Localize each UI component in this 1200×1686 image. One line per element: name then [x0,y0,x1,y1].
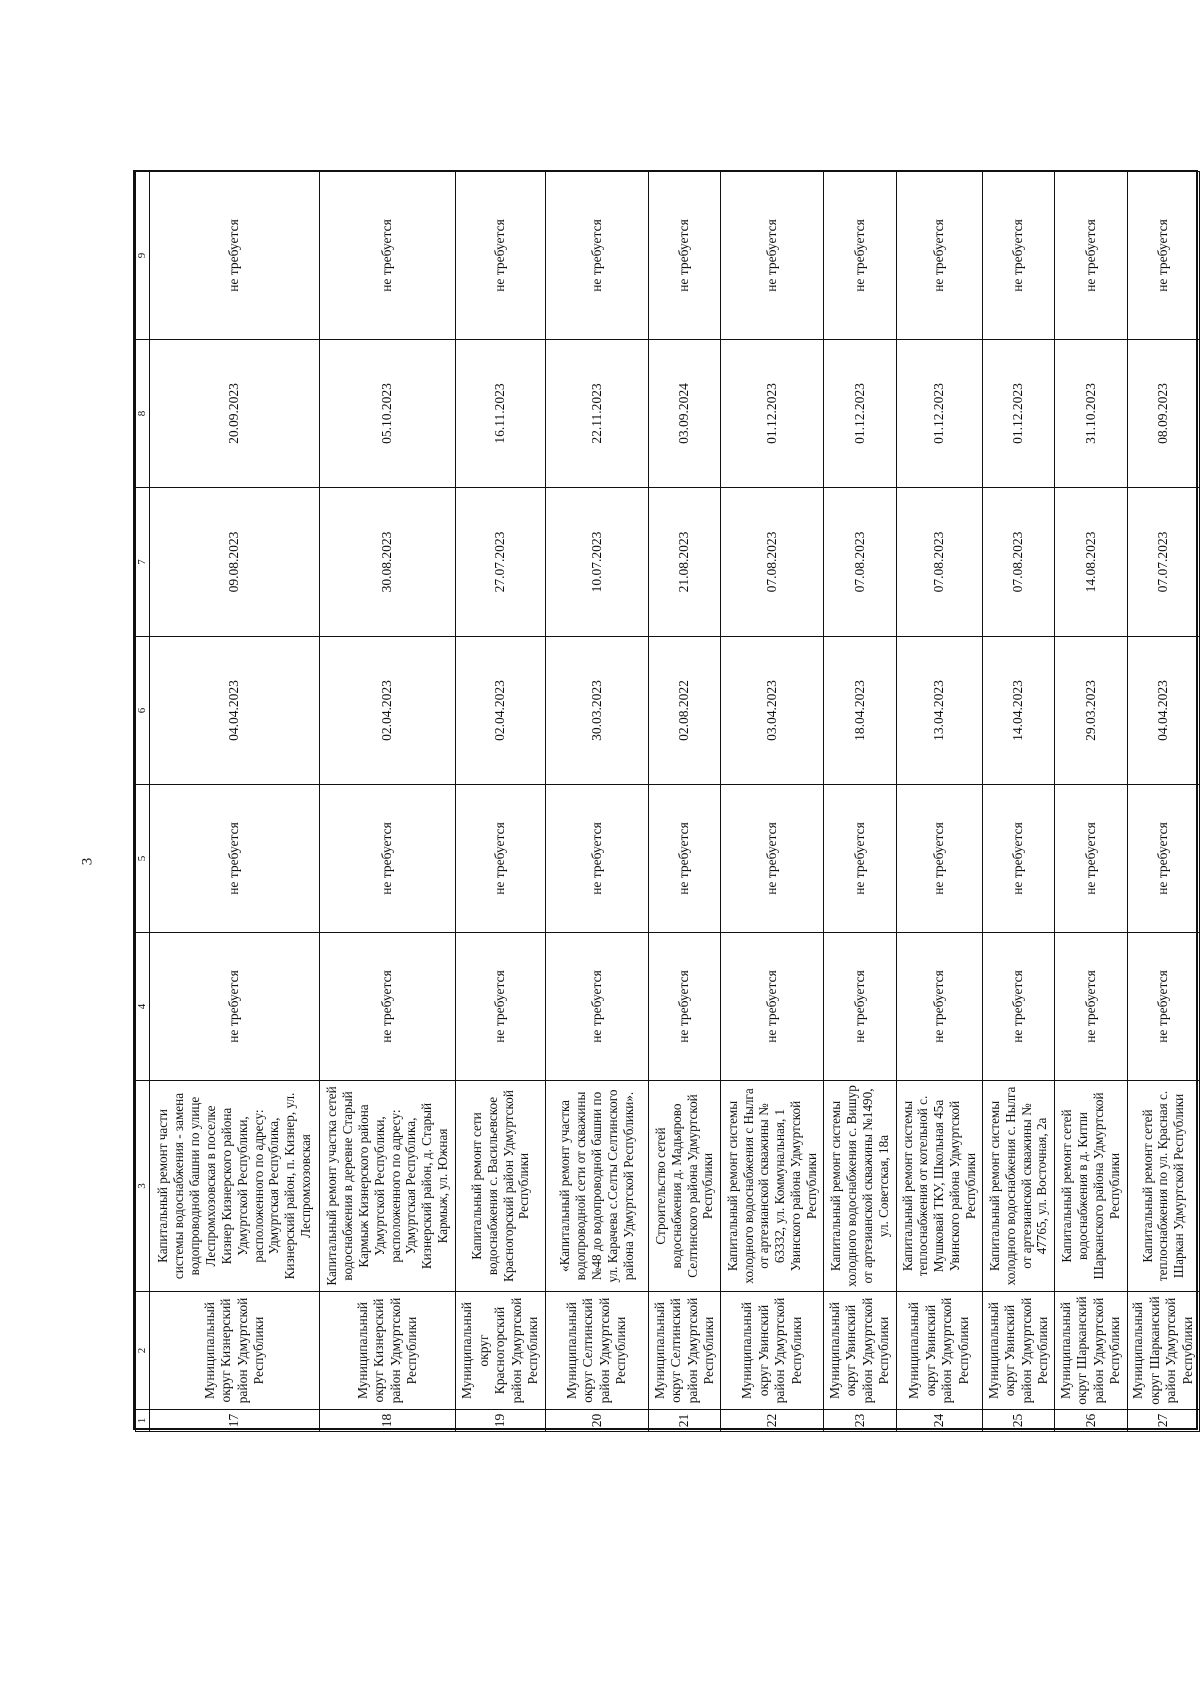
column-5-cell: не требуется [545,785,648,933]
column-6-date: 29.03.2023 [1055,637,1127,785]
organization-cell: Муниципальный округ Увинский район Удмуртской Республики [982,1292,1054,1410]
table-row [319,172,455,1432]
column-9-cell: не требуется [456,172,546,340]
header-cell: 9 [136,172,150,340]
column-4-cell: не требуется [456,933,546,1081]
object-cell: Капитальный ремонт системы холодного водоснабжения с. Нылга от артезианской скважины № 47765, ул. Восточная, 2а [982,1081,1054,1292]
column-4-cell: не требуется [150,933,320,1081]
column-8-date: 01.12.2023 [721,340,824,488]
column-8-date: 22.11.2023 [545,340,648,488]
object-cell: Капитальный ремонт сетей водоснабжения в д. Китпи Шарканского района Удмуртской Республики [1055,1081,1127,1292]
row-number: 26 [1055,1410,1127,1432]
header-cell: 8 [136,340,150,488]
table-row [721,172,824,1432]
table-row [545,172,648,1432]
organization-cell: Муниципальный округ Селтинский район Удмуртской Республики [545,1292,648,1410]
column-6-date: 14.04.2023 [982,637,1054,785]
column-8-date: 03.09.2024 [648,340,720,488]
projects-table [135,171,1200,1432]
organization-cell: Муниципальный округ Увинский район Удмуртской Республики [824,1292,896,1410]
column-8-date: 31.10.2023 [1055,340,1127,488]
column-6-date: 18.04.2023 [824,637,896,785]
column-6-date: 30.03.2023 [545,637,648,785]
column-9-cell: не требуется [1055,172,1127,340]
column-9-cell: не требуется [824,172,896,340]
row-number: 18 [319,1410,455,1432]
column-6-date: 02.04.2023 [456,637,546,785]
row-number: 22 [721,1410,824,1432]
column-9-cell: не требуется [150,172,320,340]
column-7-date: 21.08.2023 [648,488,720,637]
header-row [136,172,150,1432]
header-cell: 5 [136,785,150,933]
row-number: 25 [982,1410,1054,1432]
table-row [824,172,896,1432]
header-cell: 1 [136,1410,150,1432]
table-row [982,172,1054,1432]
column-7-date: 27.07.2023 [456,488,546,637]
column-8-date: 05.10.2023 [319,340,455,488]
column-9-cell: не требуется [319,172,455,340]
column-7-date: 07.07.2023 [1127,488,1199,637]
table-container [133,170,1198,1430]
object-cell: Капитальный ремонт системы холодного водоснабжения с. Вишур от артезианской скважины №1490, ул. Советская, 18а [824,1081,896,1292]
page-number: 3 [79,857,96,866]
row-number: 23 [824,1410,896,1432]
row-number: 27 [1127,1410,1199,1432]
column-4-cell: не требуется [896,933,982,1081]
column-9-cell: не требуется [545,172,648,340]
column-9-cell: не требуется [1127,172,1199,340]
column-9-cell: не требуется [896,172,982,340]
column-7-date: 07.08.2023 [824,488,896,637]
table-row [456,172,546,1432]
organization-cell: Муниципальный округ Увинский район Удмуртской Республики [721,1292,824,1410]
column-4-cell: не требуется [1127,933,1199,1081]
rotated-table-frame [135,172,1200,1432]
column-8-date: 08.09.2023 [1127,340,1199,488]
column-6-date: 02.04.2023 [319,637,455,785]
header-cell: 3 [136,1081,150,1292]
column-5-cell: не требуется [824,785,896,933]
object-cell: Капитальный ремонт участка сетей водоснабжения в деревне Старый Кармыж Кизнерского района Удмуртской Республики, расположенного по адресу: Удмуртская Республика, Кизнерский район, д. Старый Кармыж, ул. Южная [319,1081,455,1292]
organization-cell: Муниципальный округ Шарканский район Удмуртской Республики [1127,1292,1199,1410]
column-9-cell: не требуется [648,172,720,340]
column-5-cell: не требуется [982,785,1054,933]
organization-cell: Муниципальный округ Кизнерский район Удмуртской Республики [150,1292,320,1410]
column-8-date: 20.09.2023 [150,340,320,488]
row-number: 24 [896,1410,982,1432]
object-cell: Капитальный ремонт системы холодного водоснабжения с Нылга от артезианской скважины № 63332, ул. Коммунальная, 1 Увинского района Удмуртской Республики [721,1081,824,1292]
row-number: 20 [545,1410,648,1432]
table-row [896,172,982,1432]
column-7-date: 14.08.2023 [1055,488,1127,637]
header-cell: 6 [136,637,150,785]
column-4-cell: не требуется [648,933,720,1081]
column-5-cell: не требуется [319,785,455,933]
column-4-cell: не требуется [721,933,824,1081]
column-9-cell: не требуется [721,172,824,340]
organization-cell: Муниципальный округ Шарканский район Удмуртской Республики [1055,1292,1127,1410]
column-4-cell: не требуется [319,933,455,1081]
column-7-date: 30.08.2023 [319,488,455,637]
column-4-cell: не требуется [545,933,648,1081]
column-6-date: 13.04.2023 [896,637,982,785]
column-5-cell: не требуется [1127,785,1199,933]
object-cell: Капитальный ремонт части системы водоснабжения - замена водопроводной башни по улице Леспромхозовская в поселке Кизнер Кизнерского района Удмуртской Республики, расположенного по адресу: Удмуртская Республика, Кизнерский район, п. Кизнер, ул. Леспромхозовская [150,1081,320,1292]
table-row [1127,172,1199,1432]
object-cell: Капитальный ремонт сети водоснабжения с. Васильевское Красногорский район Удмуртской Республики [456,1081,546,1292]
table-row [150,172,320,1432]
column-5-cell: не требуется [1055,785,1127,933]
object-cell: «Капитальный ремонт участка водопроводной сети от скважины №48 до водопроводной башни по ул. Карачева с.Селты Селтинского района Удмуртской Республики». [545,1081,648,1292]
column-8-date: 01.12.2023 [982,340,1054,488]
column-8-date: 01.12.2023 [896,340,982,488]
column-8-date: 16.11.2023 [456,340,546,488]
organization-cell: Муниципальный округ Селтинский район Удмуртской Республики [648,1292,720,1410]
column-7-date: 10.07.2023 [545,488,648,637]
table-row [1055,172,1127,1432]
object-cell: Капитальный ремонт системы теплоснабжения от котельной с. Мушковай ТКУ, Школьная 45а Увинского района Удмуртской Республики [896,1081,982,1292]
column-5-cell: не требуется [648,785,720,933]
column-6-date: 04.04.2023 [150,637,320,785]
column-4-cell: не требуется [824,933,896,1081]
header-cell: 2 [136,1292,150,1410]
header-cell: 4 [136,933,150,1081]
column-7-date: 07.08.2023 [982,488,1054,637]
table-row [648,172,720,1432]
row-number: 17 [150,1410,320,1432]
column-7-date: 09.08.2023 [150,488,320,637]
column-5-cell: не требуется [721,785,824,933]
organization-cell: Муниципальный округ Кизнерский район Удмуртской Республики [319,1292,455,1410]
organization-cell: Муниципальный округ Увинский район Удмуртской Республики [896,1292,982,1410]
object-cell: Строительство сетей водоснабжения д. Мадьярово Селтинского района Удмуртской Республики [648,1081,720,1292]
column-6-date: 04.04.2023 [1127,637,1199,785]
column-6-date: 03.04.2023 [721,637,824,785]
column-6-date: 02.08.2022 [648,637,720,785]
column-5-cell: не требуется [150,785,320,933]
organization-cell: Муниципальный округ Красногорский район Удмуртской Республики [456,1292,546,1410]
column-4-cell: не требуется [982,933,1054,1081]
column-5-cell: не требуется [456,785,546,933]
column-7-date: 07.08.2023 [721,488,824,637]
column-8-date: 01.12.2023 [824,340,896,488]
column-9-cell: не требуется [982,172,1054,340]
row-number: 21 [648,1410,720,1432]
column-4-cell: не требуется [1055,933,1127,1081]
column-7-date: 07.08.2023 [896,488,982,637]
column-5-cell: не требуется [896,785,982,933]
header-cell: 7 [136,488,150,637]
object-cell: Капитальный ремонт сетей теплоснабжения по ул. Красная с. Шаркан Удмуртской Республики [1127,1081,1199,1292]
row-number: 19 [456,1410,546,1432]
